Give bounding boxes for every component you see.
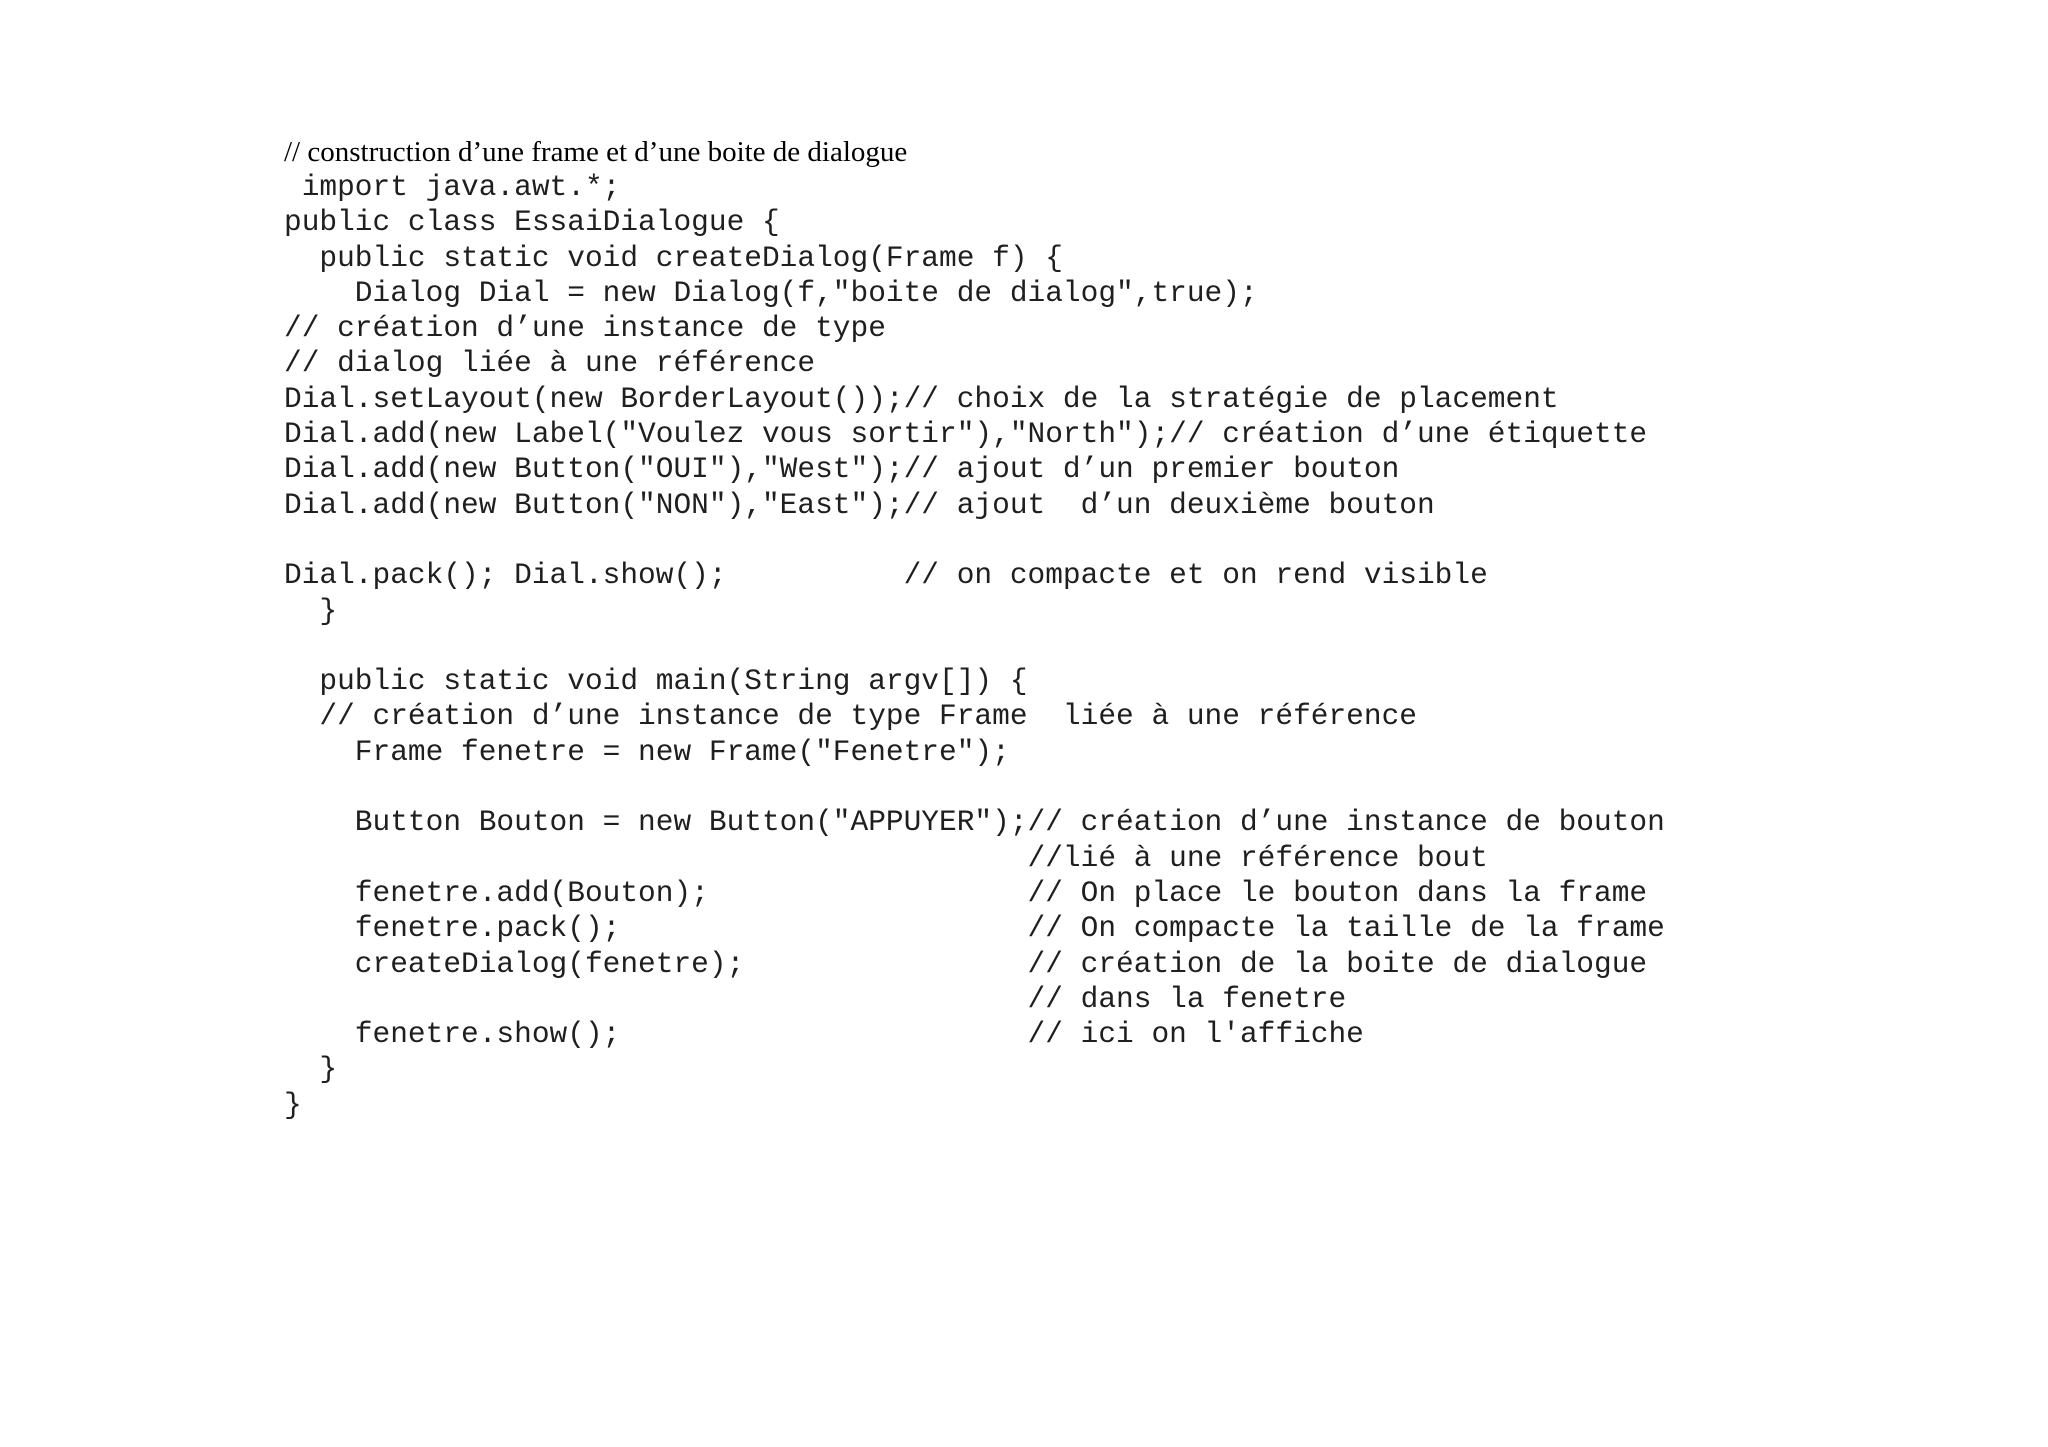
code-line: fenetre.pack(); // On compacte la taille de la frame <box>284 911 1665 946</box>
code-line: fenetre.add(Bouton); // On place le bouton dans la frame <box>284 875 1648 910</box>
code-line: // création d’une instance de type <box>284 311 886 346</box>
code-block <box>284 170 1665 1123</box>
code-line: } <box>284 1052 338 1087</box>
code-line: } <box>284 593 338 628</box>
code-line: Dial.add(new Button("OUI"),"West");// ajout d’un premier bouton <box>284 452 1400 487</box>
document-heading: // construction d’une frame et d’une boite de dialogue <box>284 136 908 168</box>
code-line: // dans la fenetre <box>284 981 1347 1016</box>
code-line: createDialog(fenetre); // création de la boite de dialogue <box>284 946 1648 981</box>
code-line: public static void createDialog(Frame f) { <box>284 240 1063 275</box>
code-line: } <box>284 1087 302 1122</box>
code-line: Dial.pack(); Dial.show(); // on compacte et on rend visible <box>284 558 1488 593</box>
code-line: public static void main(String argv[]) { <box>284 664 1028 699</box>
code-line: // dialog liée à une référence <box>284 346 816 381</box>
code-line: Button Bouton = new Button("APPUYER");// création d’une instance de bouton <box>284 805 1665 840</box>
code-line: import java.awt.*; <box>284 170 621 204</box>
code-line <box>284 523 1665 558</box>
code-line: // création d’une instance de type Frame liée à une référence <box>284 699 1417 734</box>
code-line: Dial.add(new Button("NON"),"East");// ajout d’un deuxième bouton <box>284 487 1435 522</box>
code-line <box>284 770 1665 805</box>
code-line: fenetre.show(); // ici on l'affiche <box>284 1017 1364 1052</box>
code-line <box>284 629 1665 664</box>
code-line: public class EssaiDialogue { <box>284 205 780 240</box>
code-line: Frame fenetre = new Frame("Fenetre"); <box>284 734 1010 769</box>
code-line: //lié à une référence bout <box>284 840 1488 875</box>
code-line: Dial.add(new Label("Voulez vous sortir"),"North");// création d’une étiquette <box>284 417 1648 452</box>
code-line: Dial.setLayout(new BorderLayout());// choix de la stratégie de placement <box>284 381 1559 416</box>
code-line: Dialog Dial = new Dialog(f,"boite de dialog",true); <box>284 275 1258 310</box>
